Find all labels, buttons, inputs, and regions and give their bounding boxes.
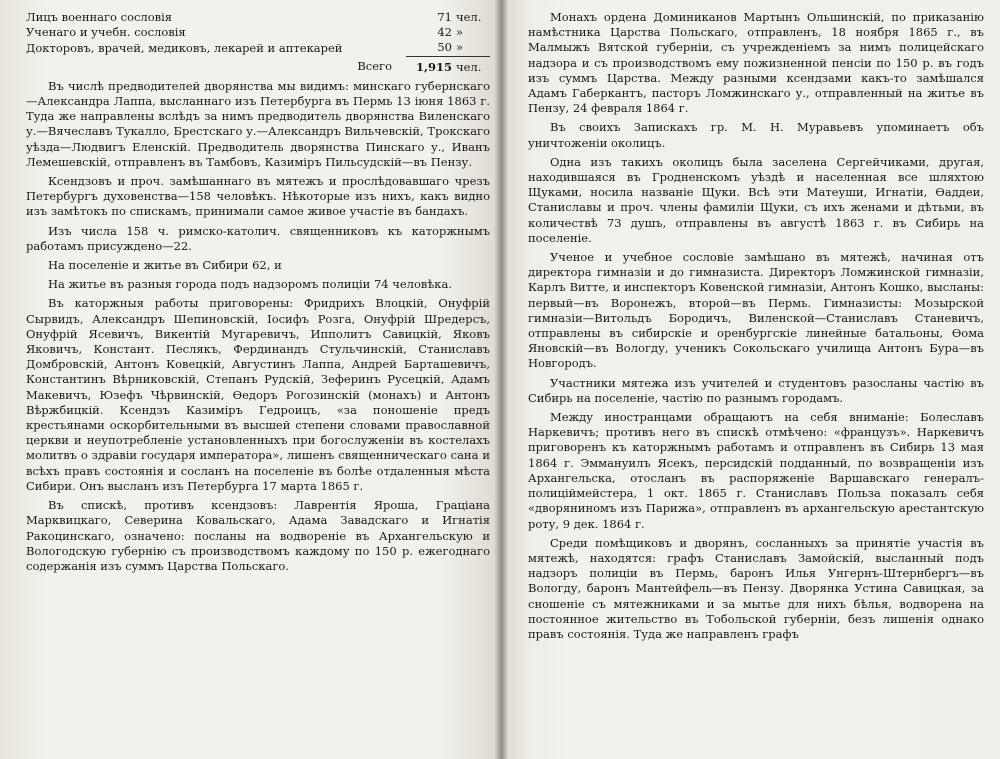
paragraph: Въ своихъ Запискахъ гр. М. Н. Муравьевъ упоминаетъ объ уничтоженіи околицъ. — [528, 120, 984, 150]
paragraph: Въ числѣ предводителей дворянства мы видимъ: минскаго губернскаго—Александра Лаппа, высланнаго изъ Петербурга въ Пермь 13 іюня 1863 г. Туда же направлены вслѣдъ за нимъ предводитель дворянства Виленскаго у.—Вячеславъ Тукалло, Брестскаго у.—Александръ Вильчевскій, Трокскаго уѣзда—Людвигъ Еленскій. Предводитель дворянства Пинскаго у., Иванъ Лемешевскій, отправленъ въ Тамбовъ, Казиміръ Пильсудскій—въ Пензу. — [26, 78, 490, 169]
right-page — [500, 0, 1000, 759]
paragraph: Изъ числа 158 ч. римско-католич. священниковъ къ каторжнымъ работамъ присуждено—22. — [26, 223, 490, 253]
row-label: Ученаго и учебн. сословія — [26, 25, 186, 40]
total-unit: чел. — [456, 56, 490, 75]
paragraph: Между иностранцами обращаютъ на себя вниманіе: Болеславъ Наркевичъ; противъ него въ спискѣ отмѣчено: «французъ». Наркевичъ приговоренъ къ каторжнымъ работамъ и отправленъ въ Сибирь 13 мая 1864 г. Эммануилъ Ясекъ, персидскій подданный, по возвращеніи изъ Архангельска, отосланъ въ распоряженіе Варшавскаго генералъ-полиціймейстера, 1 окт. 1865 г. Станиславъ Польза показалъ себя «дворяниномъ изъ Парижа», отправленъ въ архангельскую арестантскую роту, 9 дек. 1864 г. — [528, 410, 984, 531]
row-label: Лицъ военнаго сословія — [26, 10, 173, 24]
paragraph: Одна изъ такихъ околицъ была заселена Сергейчиками, другая, находившаяся въ Гродненскомъ уѣздѣ и населенная все шляхтою Щуками, носила названіе Щуки. Всѣ эти Матеуши, Игнатіи, Ѳаддеи, Станиславы и проч. члены фамиліи Щуки, съ ихъ женами и дѣтьми, въ количествѣ 73 душъ, отправлены въ августѣ 1863 г. въ Сибирь на поселеніе. — [528, 154, 984, 245]
row-value: 42 — [437, 25, 452, 40]
paragraph: Среди помѣщиковъ и дворянъ, сосланныхъ за принятіе участія въ мятежѣ, находятся: графъ Станиславъ Замойскій, высланный подъ надзоръ полиціи въ Пермь, баронъ Илья Унгернъ-Штернбергъ—въ Вологду, баронъ Мантейфель—въ Пензу. Дворянка Устина Савицкая, за сношеніе съ мятежниками и за мытье для нихъ бѣлья, водворена на постоянное жительство въ Тобольской губерніи, безъ лишенія однако правъ состоянія. Туда же направленъ графъ — [528, 535, 984, 641]
paragraph: Монахъ ордена Доминиканов Мартынъ Ольшинскій, по приказанію намѣстника Царства Польскаго, отправленъ, 18 ноября 1865 г., въ Малмыжъ Вятской губерніи, съ учрежденіемъ за нимъ полицейскаго надзора и съ производствомъ ему пожизненной пенсіи по 150 р. въ годъ изъ суммъ Царства. Между разными ксендзами какъ-то замѣшался Адамъ Габеркантъ, пасторъ Ломжинскаго у., отправленный на житье въ Пензу, 24 февраля 1864 г. — [528, 10, 984, 116]
left-page-text — [26, 79, 490, 574]
total-row — [26, 56, 490, 75]
row-value: 71 — [437, 10, 452, 24]
total-label: Всего — [357, 59, 392, 74]
paragraph: Ученое и учебное сословіе замѣшано въ мятежѣ, начиная отъ директора гимназіи и до гимназиста. Директоръ Ломжинской гимназіи, Карлъ Витте, и инспекторъ Ковенской гимназіи, Антонъ Кошко, высланы: первый—въ Воронежъ, второй—въ Пермь. Гимназисты: Мозырской гимназіи—Витольдъ Бородичъ, Виленской—Станиславъ Станевичъ, отправлены въ сибирскіе и оренбургскіе линейные батальоны, Ѳома Яновскій—въ Вологду, ученикъ Сокольскаго училища Антонъ Бура—въ Новгородъ. — [528, 250, 984, 371]
row-unit: » — [456, 25, 464, 40]
paragraph: На поселеніе и житье въ Сибири 62, и — [48, 258, 282, 273]
row-label: Докторовъ, врачей, медиковъ, лекарей и аптекарей — [26, 40, 343, 55]
row-unit: » — [456, 40, 464, 55]
row-unit: чел. — [456, 10, 482, 24]
paragraph: Въ каторжныя работы приговорены: Фридрихъ Влоцкій, Онуфрій Сырвидъ, Александръ Шепиновскій, Іосифъ Розга, Онуфрій Шредерсъ, Онуфрій Ясевичъ, Викентій Мугаревичъ, Ипполитъ Савицкій, Яковъ Яковичъ, Констант. Песлякъ, Фердинандъ Стульчинскій, Станиславъ Домбровскій, Антонъ Ковецкій, Августинъ Лаппа, Андрей Барташевичъ, Константинъ Вѣрниковскій, Степанъ Рудскій, Зеферинъ Русецкій, Адамъ Макевичъ, Юзефъ Чѣрвинскій, Ѳедоръ Рогозинскій (монахъ) и Антонъ Вѣржбицкій. Ксендзъ Казиміръ Гедроицъ, «за поношеніе предъ крестьянами оскорбительными въ высшей степени словами православной церкви и неупотребленіе установленныхъ при богослуженіи въ костелахъ молитвъ о здравіи государя императора», лишенъ священническаго сана и всѣхъ правъ состоянія и сосланъ на поселеніе въ болѣе отдаленныя мѣста Сибири. Онъ высланъ изъ Петербурга 17 марта 1865 г. — [26, 296, 490, 493]
statistics-table — [26, 10, 490, 75]
paragraph: Участники мятежа изъ учителей и студентовъ разосланы частію въ Сибирь на поселеніе, частію по разнымъ городамъ. — [528, 375, 984, 405]
paragraph: Въ спискѣ, противъ ксендзовъ: Лаврентія Ярошa, Граціана Марквицкаго, Северина Ковальскаго, Адама Завадскаго и Игнатія Ракоцинскаго, означено: посланы на водвореніе въ Архангельскую и Вологодскую губернію съ производствомъ каждому по 150 р. ежегоднаго содержанія изъ суммъ Царства Польскаго. — [26, 498, 490, 573]
right-page-text — [528, 10, 984, 642]
table-row — [26, 40, 490, 56]
paragraph: На житье въ разныя города подъ надзоромъ полиціи 74 человѣка. — [48, 277, 452, 292]
table-row — [26, 25, 490, 40]
paragraph: Ксендзовъ и проч. замѣшаннаго въ мятежъ и прослѣдовавшаго чрезъ Петербургъ духовенства—158 человѣкъ. Нѣкоторые изъ нихъ, какъ видно изъ замѣтокъ по спискамъ, принимали самое живое участіе въ бандахъ. — [26, 174, 490, 219]
total-value: 1,915 — [406, 56, 456, 75]
row-value: 50 — [437, 40, 452, 55]
table-row — [26, 10, 490, 25]
